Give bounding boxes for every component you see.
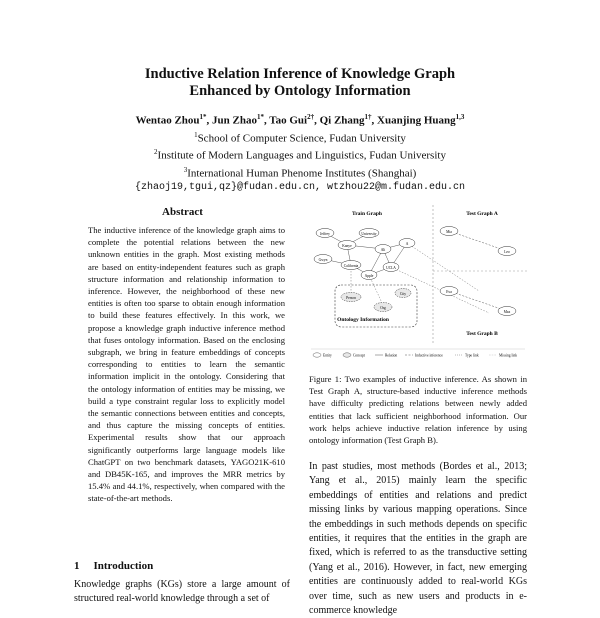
entity-label: Leo [504,249,510,254]
affiliation: $^1$School of Computer Science, Fudan University [194,130,406,145]
author-block [0,110,600,195]
legend-item: Type link [465,353,479,358]
concept-label: Person [346,295,356,300]
section-heading [74,560,153,572]
legend-entity-swatch [313,353,321,357]
author: Qi Zhang [319,114,365,127]
entity-label: Kanye [342,243,352,248]
entity-label: UCLA [386,265,396,270]
test-graph-a-label: Test Graph A [466,211,498,217]
affiliation: $^2$Institute of Modern Languages and Linguistics, Fudan University [154,148,446,162]
affiliation: $^3$International Human Phenome Institutes (Shanghai) [183,165,417,180]
entity-label: Eva [446,289,452,294]
entity-label: California [343,263,359,268]
title-line-1: Inductive Relation Inference of Knowledge Graph [144,66,456,82]
author: Jun Zhao [212,114,257,127]
title-line-2: Enhanced by Ontology Information [189,83,411,99]
ontology-label: Ontology Information [337,317,389,323]
section-title: Introduction [93,560,154,572]
legend-item: Inductive inference [415,353,443,358]
entity-label: Max [503,309,511,314]
paper-title [0,66,600,100]
author: Tao Gui [269,114,308,127]
intro-text: Knowledge graphs (KGs) store a large amount of structured real-world knowledge through a set of [74,579,290,604]
legend-item: Concept [353,353,365,358]
author-names: Wentao Zhou$^{1*}$, Jun Zhao$^{1*}$, Tao Gui$^{2\dagger}$, Qi Zhang$^{1\dagger}$, Xuanjing Huang$^{1,3}$ [135,113,465,127]
entity-label: Ali [380,247,386,252]
concept-nodes [341,289,411,312]
entity-label: University [361,231,377,236]
concept-label: Org [380,305,386,310]
author: Wentao Zhou [135,114,200,127]
entity-label: Apple [364,273,374,278]
entity-label: Jeffrey [320,231,330,236]
figure-caption: Figure 1: Two examples of inductive inference. As shown in Test Graph A, structure-based inductive inference methods have difficulty predicting relations between newly added entities that lack sufficient neighborhood information. Our work helps achieve inductive relation inference by using ontology information (Test Graph B). [309,374,527,446]
section-number: 1 [74,560,80,572]
legend-concept-swatch [343,353,351,357]
author-email[interactable]: {zhaoj19,tgui,qz}@fudan.edu.cn, wtzhou22@m.fudan.edu.cn [134,181,466,193]
train-graph-label: Train Graph [351,211,383,217]
entity-label: A [405,241,409,246]
legend-item: Missing link [499,353,518,358]
test-graph-b-label: Test Graph B [466,331,498,337]
abstract-heading: Abstract [162,206,203,218]
entity-label: Gwyn [318,257,328,262]
concept-label: City [399,291,407,296]
figure-1 [309,203,527,363]
legend-item: Entity [323,353,332,358]
figure-legend [311,349,525,358]
legend-item: Relation [385,353,398,358]
body-text: In past studies, most methods (Bordes et al., 2013; Yang et al., 2015) mainly learn the specific embeddings of entities and relations and predict missing links by various mapping operations. Since the embeddings in such methods depends on specific entities, it requires that the entities in the graph are fixed, which is referred to as the transductive setting (Yang et al., 2016). However, in fact, new emerging entities are continuously added to real-world KGs over time, such as new users and products in e-commerce knowledge [309,461,527,617]
entity-label: Mia [446,229,452,234]
author: Xuanjing Huang [377,114,456,127]
abstract-text: The inductive inference of the knowledge graph aims to complete the potential relations between the new unknown entities in the graph. Most existing methods are based on entity-independent features such as graph structure information and relationship information to inference. However, the neighborhood of these new entities is often too sparse to obtain enough information to build these features effectively. In this work, we propose a knowledge graph inductive inference method that fuses ontology information. Based on the enclosing subgraph, we bring in feature embeddings of concepts corresponding to entities to learn the semantic information implicit in the ontology. Considering that the ontology information of entities may be missing, we build a type constraint regular loss to explicitly model the semantic connections between entities and concepts, and thus capture the missing concepts of entities. Experimental results show that our approach significantly outperforms large language models like ChatGPT on two benchmark datasets, YAGO21K-610 and DB45K-165, and improves the MRR metrics by 15.4% and 44.1%, respectively, when compared with the state-of-the-art methods. [88,225,285,504]
